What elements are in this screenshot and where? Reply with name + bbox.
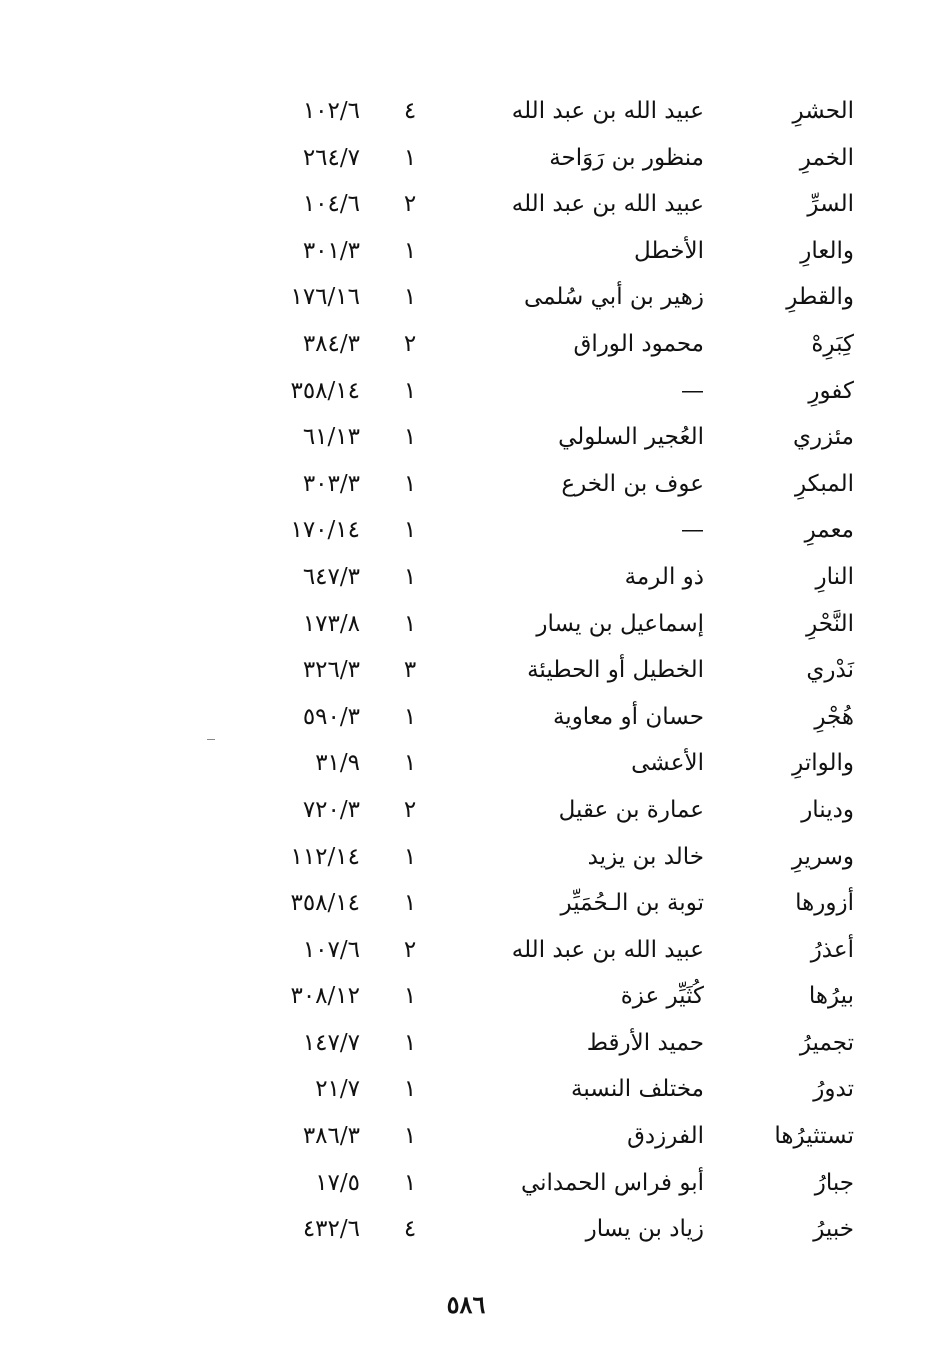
poet-name: إسماعيل بن يسار [536, 610, 704, 637]
table-row [0, 834, 932, 881]
volume-page-reference: ٢٦٤/٧ [302, 144, 360, 171]
volume-page-reference: ١٠٧/٦ [302, 936, 360, 963]
volume-page-reference: ٣٨٦/٣ [302, 1123, 360, 1150]
verse-count: ١ [403, 377, 417, 404]
volume-page-reference: ٣٠١/٣ [302, 237, 360, 264]
table-row [0, 740, 932, 787]
verse-count: ١ [403, 144, 417, 171]
table-row [0, 507, 932, 554]
volume-page-reference: ٦٤٧/٣ [302, 563, 360, 590]
table-row [0, 135, 932, 182]
volume-page-reference: ٣٥٨/١٤ [290, 377, 360, 404]
volume-page-reference: ٣٠٨/١٢ [290, 983, 360, 1010]
table-row [0, 461, 932, 508]
rhyme-word: النَّحْرِ [806, 610, 854, 637]
rhyme-word: خبيرُ [813, 1216, 854, 1243]
verse-count: ١ [403, 563, 417, 590]
rhyme-word: الحشرِ [792, 98, 854, 124]
verse-count: ١ [403, 424, 417, 451]
poet-name: أبو فراس الحمداني [520, 1169, 704, 1196]
verse-count: ١ [403, 1029, 417, 1056]
rhyme-word: ودينار [801, 796, 854, 823]
verse-count: ٤ [403, 1216, 417, 1243]
verse-count: ٤ [403, 98, 417, 124]
rhyme-word: معمرِ [804, 517, 854, 544]
volume-page-reference: ١٠٤/٦ [302, 191, 360, 218]
verse-count: ١ [403, 750, 417, 777]
rhyme-word: مئزري [792, 424, 854, 451]
volume-page-reference: ١٠٢/٦ [302, 98, 360, 124]
table-row [0, 554, 932, 601]
poet-name: — [681, 517, 704, 544]
rhyme-word: والواترِ [792, 750, 854, 777]
poet-name: الفرزدق [627, 1123, 704, 1150]
rhyme-word: تدورُ [813, 1076, 854, 1103]
rhyme-word: الخمرِ [799, 144, 854, 171]
volume-page-reference: ٦١/١٣ [302, 424, 360, 451]
table-row [0, 321, 932, 368]
volume-page-reference: ٣٠٣/٣ [302, 470, 360, 497]
table-row [0, 787, 932, 834]
poet-name: مختلف النسبة [571, 1076, 704, 1103]
table-row [0, 880, 932, 927]
index-table [0, 88, 932, 1253]
poet-name: الأعشى [631, 750, 704, 777]
table-row [0, 1160, 932, 1207]
table-row [0, 927, 932, 974]
verse-count: ٣ [403, 657, 417, 684]
verse-count: ١ [403, 890, 417, 917]
poet-name: منظور بن رَوَاحة [549, 144, 704, 171]
volume-page-reference: ١٧٣/٨ [302, 610, 360, 637]
verse-count: ٢ [403, 191, 417, 218]
poet-name: زياد بن يسار [585, 1216, 704, 1243]
page-number: ٥٨٦ [446, 1290, 486, 1319]
poet-name: الأخطل [633, 237, 704, 264]
verse-count: ١ [403, 517, 417, 544]
poet-name: — [681, 377, 704, 404]
verse-count: ١ [403, 1169, 417, 1196]
poet-name: زهير بن أبي سُلمى [523, 284, 704, 311]
poet-name: عبيد الله بن عبد الله [511, 191, 704, 218]
poet-name: توبة بن الـحُمَيِّر [560, 890, 704, 917]
verse-count: ١ [403, 237, 417, 264]
verse-count: ٢ [403, 936, 417, 963]
volume-page-reference: ١٤٧/٧ [302, 1029, 360, 1056]
poet-name: ذو الرمة [624, 563, 704, 590]
poet-name: عوف بن الخرع [561, 470, 704, 497]
rhyme-word: تجميرُ [799, 1029, 854, 1056]
verse-count: ١ [403, 1123, 417, 1150]
poet-name: حسان أو معاوية [552, 703, 704, 730]
verse-count: ١ [403, 284, 417, 311]
poet-name: خالد بن يزيد [587, 843, 704, 870]
rhyme-word: بيرُها [808, 983, 854, 1010]
verse-count: ٢ [403, 796, 417, 823]
table-row [0, 1066, 932, 1113]
rhyme-word: النارِ [815, 563, 854, 590]
rhyme-word: والقطرِ [786, 284, 854, 311]
volume-page-reference: ١١٢/١٤ [290, 843, 360, 870]
volume-page-reference: ٧٢٠/٣ [302, 796, 360, 823]
verse-count: ١ [403, 703, 417, 730]
table-row [0, 88, 932, 135]
rhyme-word: كفورِ [808, 377, 854, 404]
volume-page-reference: ٣٢٦/٣ [302, 657, 360, 684]
rhyme-word: كِبَرِهْ [811, 330, 854, 357]
volume-page-reference: ٣٨٤/٣ [302, 330, 360, 357]
poet-name: حميد الأرقط [586, 1029, 704, 1056]
volume-page-reference: ٣١/٩ [315, 750, 360, 777]
poet-name: محمود الوراق [573, 330, 704, 357]
poet-name: عمارة بن عقيل [558, 796, 704, 823]
verse-count: ١ [403, 843, 417, 870]
rhyme-word: السرِّ [807, 191, 854, 218]
verse-count: ١ [403, 470, 417, 497]
table-row [0, 601, 932, 648]
verse-count: ١ [403, 610, 417, 637]
rhyme-word: جبارُ [814, 1169, 854, 1196]
volume-page-reference: ٣٥٨/١٤ [290, 890, 360, 917]
verse-count: ١ [403, 983, 417, 1010]
poet-name: الخطيل أو الحطيئة [527, 657, 704, 684]
verse-count: ٢ [403, 330, 417, 357]
rhyme-word: والعارِ [800, 237, 854, 264]
rhyme-word: المبكرِ [794, 470, 854, 497]
table-row [0, 368, 932, 415]
rhyme-word: هُجْرِ [814, 703, 854, 730]
table-row [0, 414, 932, 461]
rhyme-word: تستثيرُها [774, 1123, 854, 1150]
table-row [0, 973, 932, 1020]
volume-page-reference: ١٧٦/١٦ [290, 284, 360, 311]
volume-page-reference: ٥٩٠/٣ [302, 703, 360, 730]
volume-page-reference: ١٧٠/١٤ [290, 517, 360, 544]
rhyme-word: أعذرُ [810, 936, 854, 963]
table-row [0, 1113, 932, 1160]
poet-name: عبيد الله بن عبد الله [511, 98, 704, 124]
table-row [0, 274, 932, 321]
table-row [0, 1206, 932, 1253]
volume-page-reference: ٤٣٢/٦ [302, 1216, 360, 1243]
volume-page-reference: ١٧/٥ [315, 1169, 360, 1196]
scan-speck [207, 739, 215, 740]
table-row [0, 694, 932, 741]
poet-name: العُجير السلولي [558, 424, 704, 451]
rhyme-word: أزورها [795, 890, 854, 917]
table-row [0, 1020, 932, 1067]
poet-name: عبيد الله بن عبد الله [511, 936, 704, 963]
rhyme-word: وسريرِ [791, 843, 854, 870]
poet-name: كُثَيِّر عزة [620, 983, 704, 1010]
table-row [0, 647, 932, 694]
table-row [0, 228, 932, 275]
rhyme-word: نَدْري [806, 657, 854, 684]
table-row [0, 181, 932, 228]
verse-count: ١ [403, 1076, 417, 1103]
volume-page-reference: ٢١/٧ [315, 1076, 360, 1103]
